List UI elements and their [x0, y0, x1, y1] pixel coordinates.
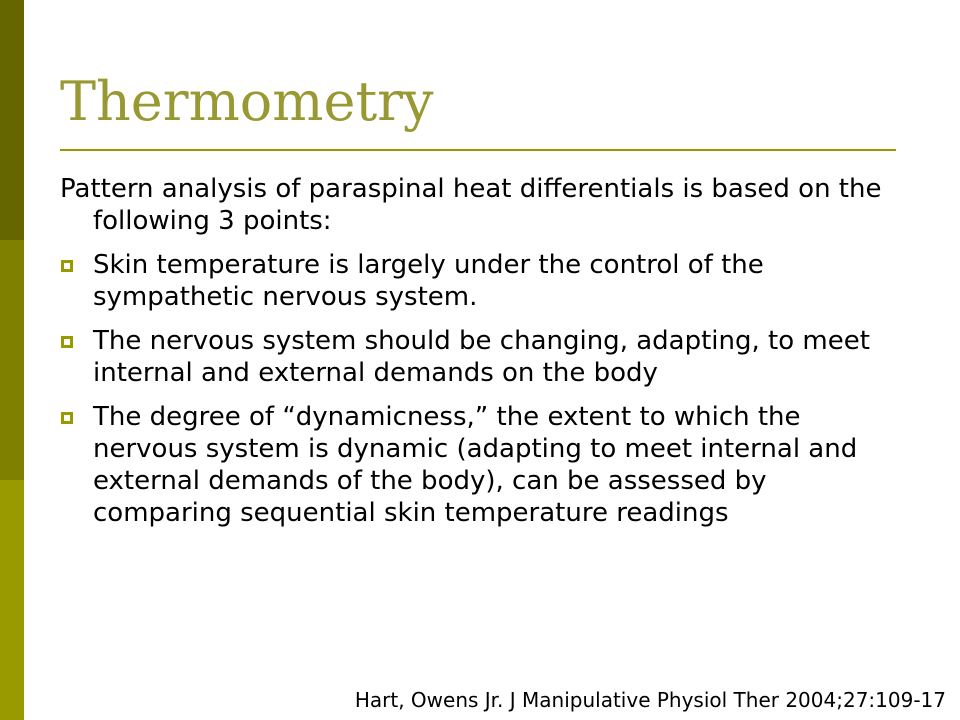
- hollow-square-bullet-icon: [61, 412, 73, 424]
- bullet-text: The degree of “dynamicness,” the extent to which the nervous system is dynamic (adapting to meet internal and external demands of the body), can be assessed by comparing sequential skin temperature readings: [93, 402, 858, 528]
- hollow-square-bullet-icon: [61, 336, 73, 348]
- side-accent-bar-middle: [0, 240, 24, 480]
- slide-body: [60, 173, 910, 541]
- bullet-item: [60, 401, 910, 529]
- title-underline: [60, 149, 896, 151]
- slide-title: Thermometry: [60, 70, 434, 133]
- intro-text: Pattern analysis of paraspinal heat differentials is based on the following 3 points:: [60, 174, 882, 236]
- bullet-list: [60, 249, 910, 529]
- bullet-item: [60, 325, 910, 389]
- side-accent-bar-top: [0, 0, 24, 240]
- bullet-text: Skin temperature is largely under the control of the sympathetic nervous system.: [93, 250, 764, 312]
- side-accent-bar-bottom: [0, 480, 24, 720]
- bullet-item: [60, 249, 910, 313]
- bullet-text: The nervous system should be changing, adapting, to meet internal and external demands on the body: [93, 326, 870, 388]
- hollow-square-bullet-icon: [61, 260, 73, 272]
- citation: Hart, Owens Jr. J Manipulative Physiol Ther 2004;27:109-17: [354, 688, 946, 712]
